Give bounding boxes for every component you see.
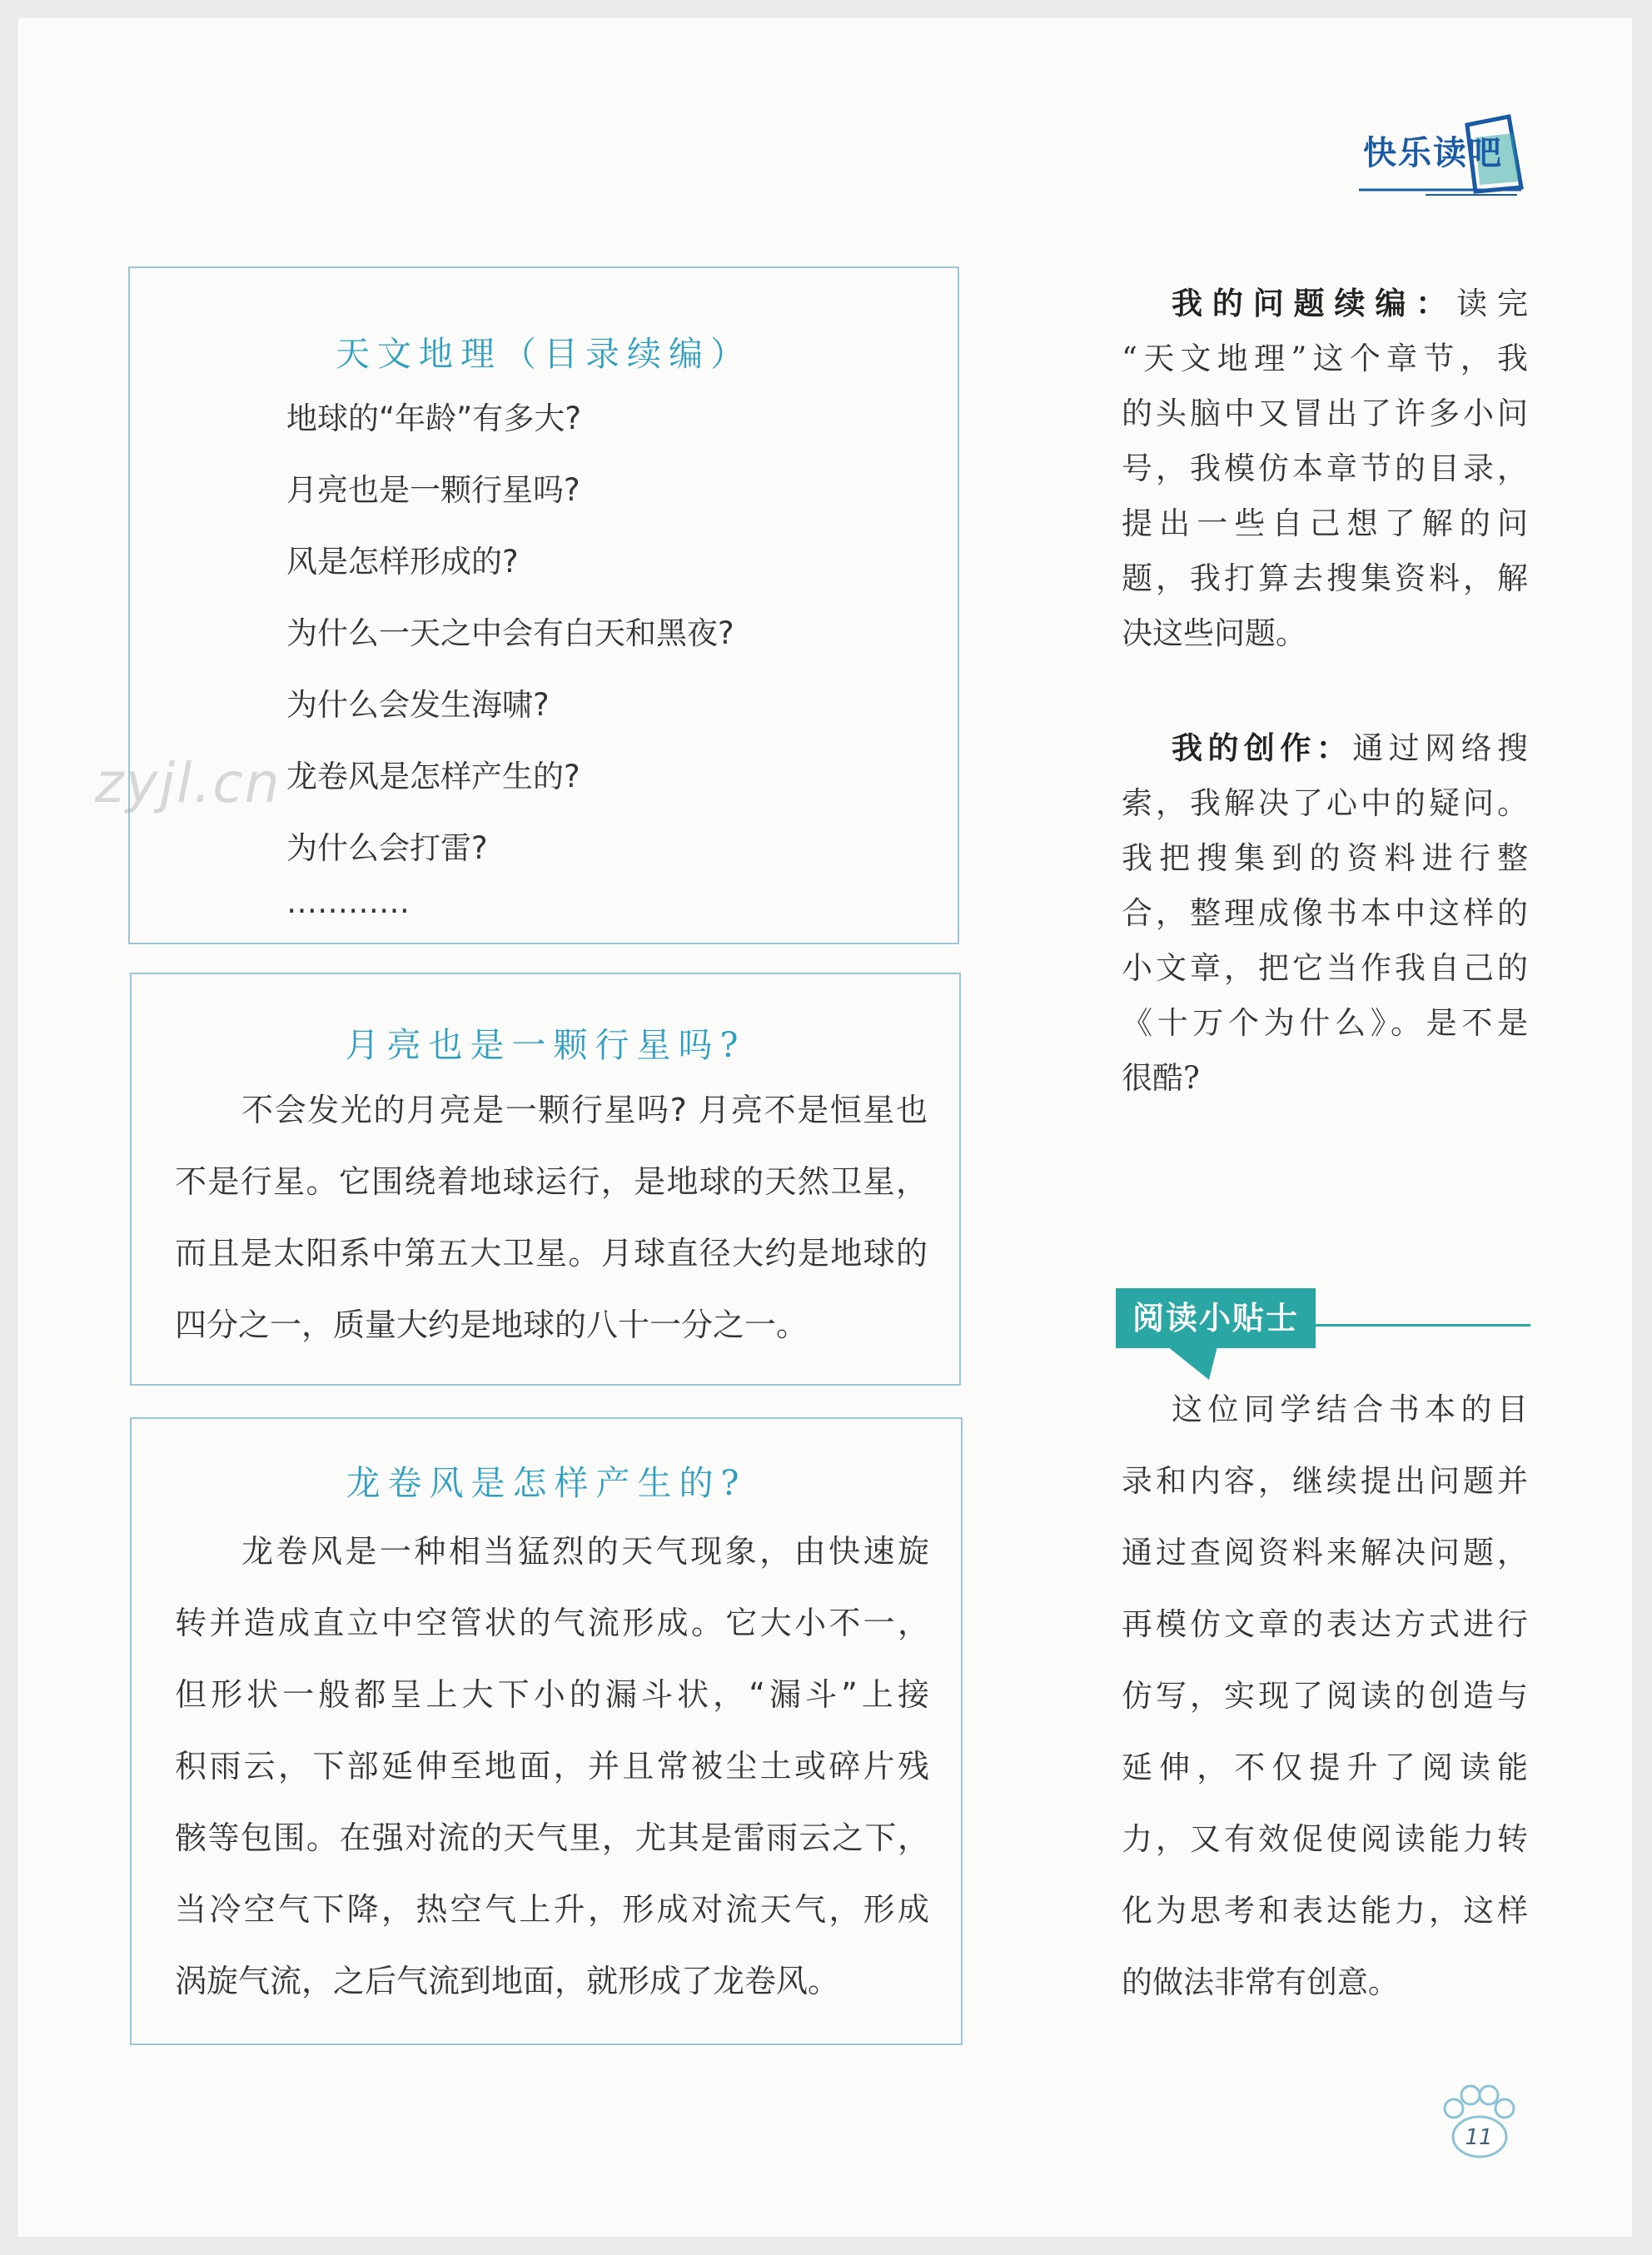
tips-line: 通过查阅资料来解决问题，	[1122, 1535, 1528, 1571]
creation-line: 合，整理成像书本中这样的	[1122, 895, 1528, 931]
tornado-box-title: 龙卷风是怎样产生的?	[346, 1463, 747, 1503]
tornado-box	[130, 1417, 963, 2045]
moon-paragraph-line: 四分之一，质量大约是地球的八十一分之一。	[175, 1307, 809, 1343]
reading-tips-label: 阅读小贴士	[1116, 1288, 1316, 1348]
question-line: 题，我打算去搜集资料，解	[1122, 560, 1528, 596]
tips-line: 录和内容，继续提出问题并	[1122, 1463, 1528, 1499]
tornado-paragraph-line: 骸等包围。在强对流的天气里，尤其是雷雨云之下，	[175, 1819, 929, 1856]
tips-line: 仿写，实现了阅读的创造与	[1122, 1678, 1528, 1714]
toc-item: 地球的“年龄”有多大?	[286, 401, 581, 436]
tips-line: 力，又有效促使阅读能力转	[1122, 1821, 1528, 1857]
creation-line: 我把搜集到的资料进行整	[1122, 840, 1528, 876]
question-line: “天文地理”这个章节，我	[1122, 341, 1528, 376]
toc-item: 风是怎样形成的?	[286, 544, 519, 580]
toc-item: 月亮也是一颗行星吗?	[286, 472, 580, 508]
tips-line: 这位同学结合书本的目	[1172, 1391, 1528, 1427]
toc-box	[128, 266, 959, 944]
tornado-paragraph-line: 积雨云，下部延伸至地面，并且常被尘土或碎片残	[175, 1748, 929, 1785]
watermark: zyjl.cn	[95, 751, 281, 815]
section-header-title: 快乐读吧	[1363, 134, 1503, 172]
question-text: 读完	[1456, 286, 1528, 321]
tips-line: 的做法非常有创意。	[1122, 1964, 1399, 2000]
moon-box-title: 月亮也是一颗行星吗?	[345, 1025, 746, 1065]
tornado-paragraph-line: 涡旋气流，之后气流到地面，就形成了龙卷风。	[175, 1963, 840, 1999]
tornado-paragraph-line: 转并造成直立中空管状的气流形成。它大小不一，	[175, 1605, 929, 1641]
question-label: 我的问题续编：	[1172, 286, 1457, 321]
question-line-first	[1172, 278, 1528, 323]
page-number: 11	[1465, 2125, 1493, 2150]
tornado-paragraph-line: 龙卷风是一种相当猛烈的天气现象，由快速旋	[241, 1533, 929, 1570]
creation-line: 很酷?	[1122, 1060, 1200, 1096]
tips-divider	[1314, 1324, 1530, 1327]
tips-line: 延伸，不仅提升了阅读能	[1122, 1750, 1528, 1785]
page	[18, 18, 1632, 2237]
toc-box-title: 天文地理（目录续编）	[336, 334, 752, 374]
question-line: 号，我模仿本章节的目录，	[1122, 451, 1528, 486]
tornado-paragraph-line: 当冷空气下降，热空气上升，形成对流天气，形成	[175, 1891, 929, 1928]
toc-item: 为什么会打雷?	[286, 830, 488, 866]
toc-item: 为什么会发生海啸?	[286, 687, 550, 723]
creation-line-first	[1172, 723, 1528, 768]
toc-item: …………	[286, 884, 410, 920]
toc-item: 为什么一天之中会有白天和黑夜?	[286, 615, 734, 651]
question-line: 的头脑中又冒出了许多小问	[1122, 396, 1528, 431]
creation-label: 我的创作：	[1172, 730, 1353, 766]
moon-paragraph-line: 不是行星。它围绕着地球运行，是地球的天然卫星，	[175, 1163, 928, 1200]
creation-text: 通过网络搜	[1352, 730, 1529, 766]
moon-paragraph-line: 而且是太阳系中第五大卫星。月球直径大约是地球的	[175, 1235, 928, 1272]
moon-paragraph-line: 不会发光的月亮是一颗行星吗? 月亮不是恒星也	[241, 1092, 928, 1128]
tips-line: 化为思考和表达能力，这样	[1122, 1893, 1528, 1929]
creation-line: 《十万个为什么》。是不是	[1122, 1005, 1528, 1041]
speech-tail-icon	[1167, 1347, 1217, 1380]
moon-box	[130, 973, 961, 1386]
creation-line: 小文章，把它当作我自己的	[1122, 950, 1528, 986]
tornado-paragraph-line: 但形状一般都呈上大下小的漏斗状，“漏斗”上接	[175, 1676, 929, 1713]
tips-line: 再模仿文章的表达方式进行	[1122, 1606, 1528, 1642]
question-line: 决这些问题。	[1122, 615, 1306, 651]
toc-item: 龙卷风是怎样产生的?	[286, 759, 580, 794]
question-line: 提出一些自己想了解的问	[1122, 505, 1528, 541]
creation-line: 索，我解决了心中的疑问。	[1122, 785, 1528, 821]
